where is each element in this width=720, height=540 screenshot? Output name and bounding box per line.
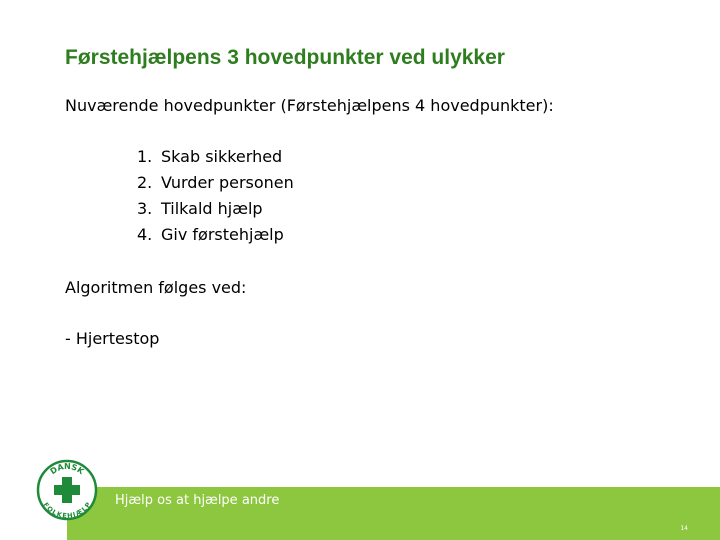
steps-list [137,146,294,250]
page-number: 14 [680,525,688,532]
list-item-number: 2. [137,173,153,192]
list-item [137,198,294,224]
list-item [137,172,294,198]
list-item-number: 4. [137,225,153,244]
footer-tagline: Hjælp os at hjælpe andre [115,493,280,508]
list-item [137,224,294,250]
list-item-text: Tilkald hjælp [161,199,263,218]
list-item-number: 1. [137,147,153,166]
list-item-text: Vurder personen [161,173,294,192]
bullet-item: - Hjertestop [65,329,160,348]
dansk-folkehjaelp-logo [36,459,98,521]
list-item-text: Giv førstehjælp [161,225,284,244]
list-item-text: Skab sikkerhed [161,147,283,166]
algorithm-heading: Algoritmen følges ved: [65,278,247,297]
list-item [137,146,294,172]
slide-title: Førstehjælpens 3 hovedpunkter ved ulykker [65,46,505,69]
subtitle: Nuværende hovedpunkter (Førstehjælpens 4 hovedpunkter): [65,96,554,115]
logo-text-top: DANSK [48,461,86,477]
logo-text-bottom: FOLKEHJÆLP [41,500,93,520]
footer-bar [67,487,720,540]
list-item-number: 3. [137,199,153,218]
